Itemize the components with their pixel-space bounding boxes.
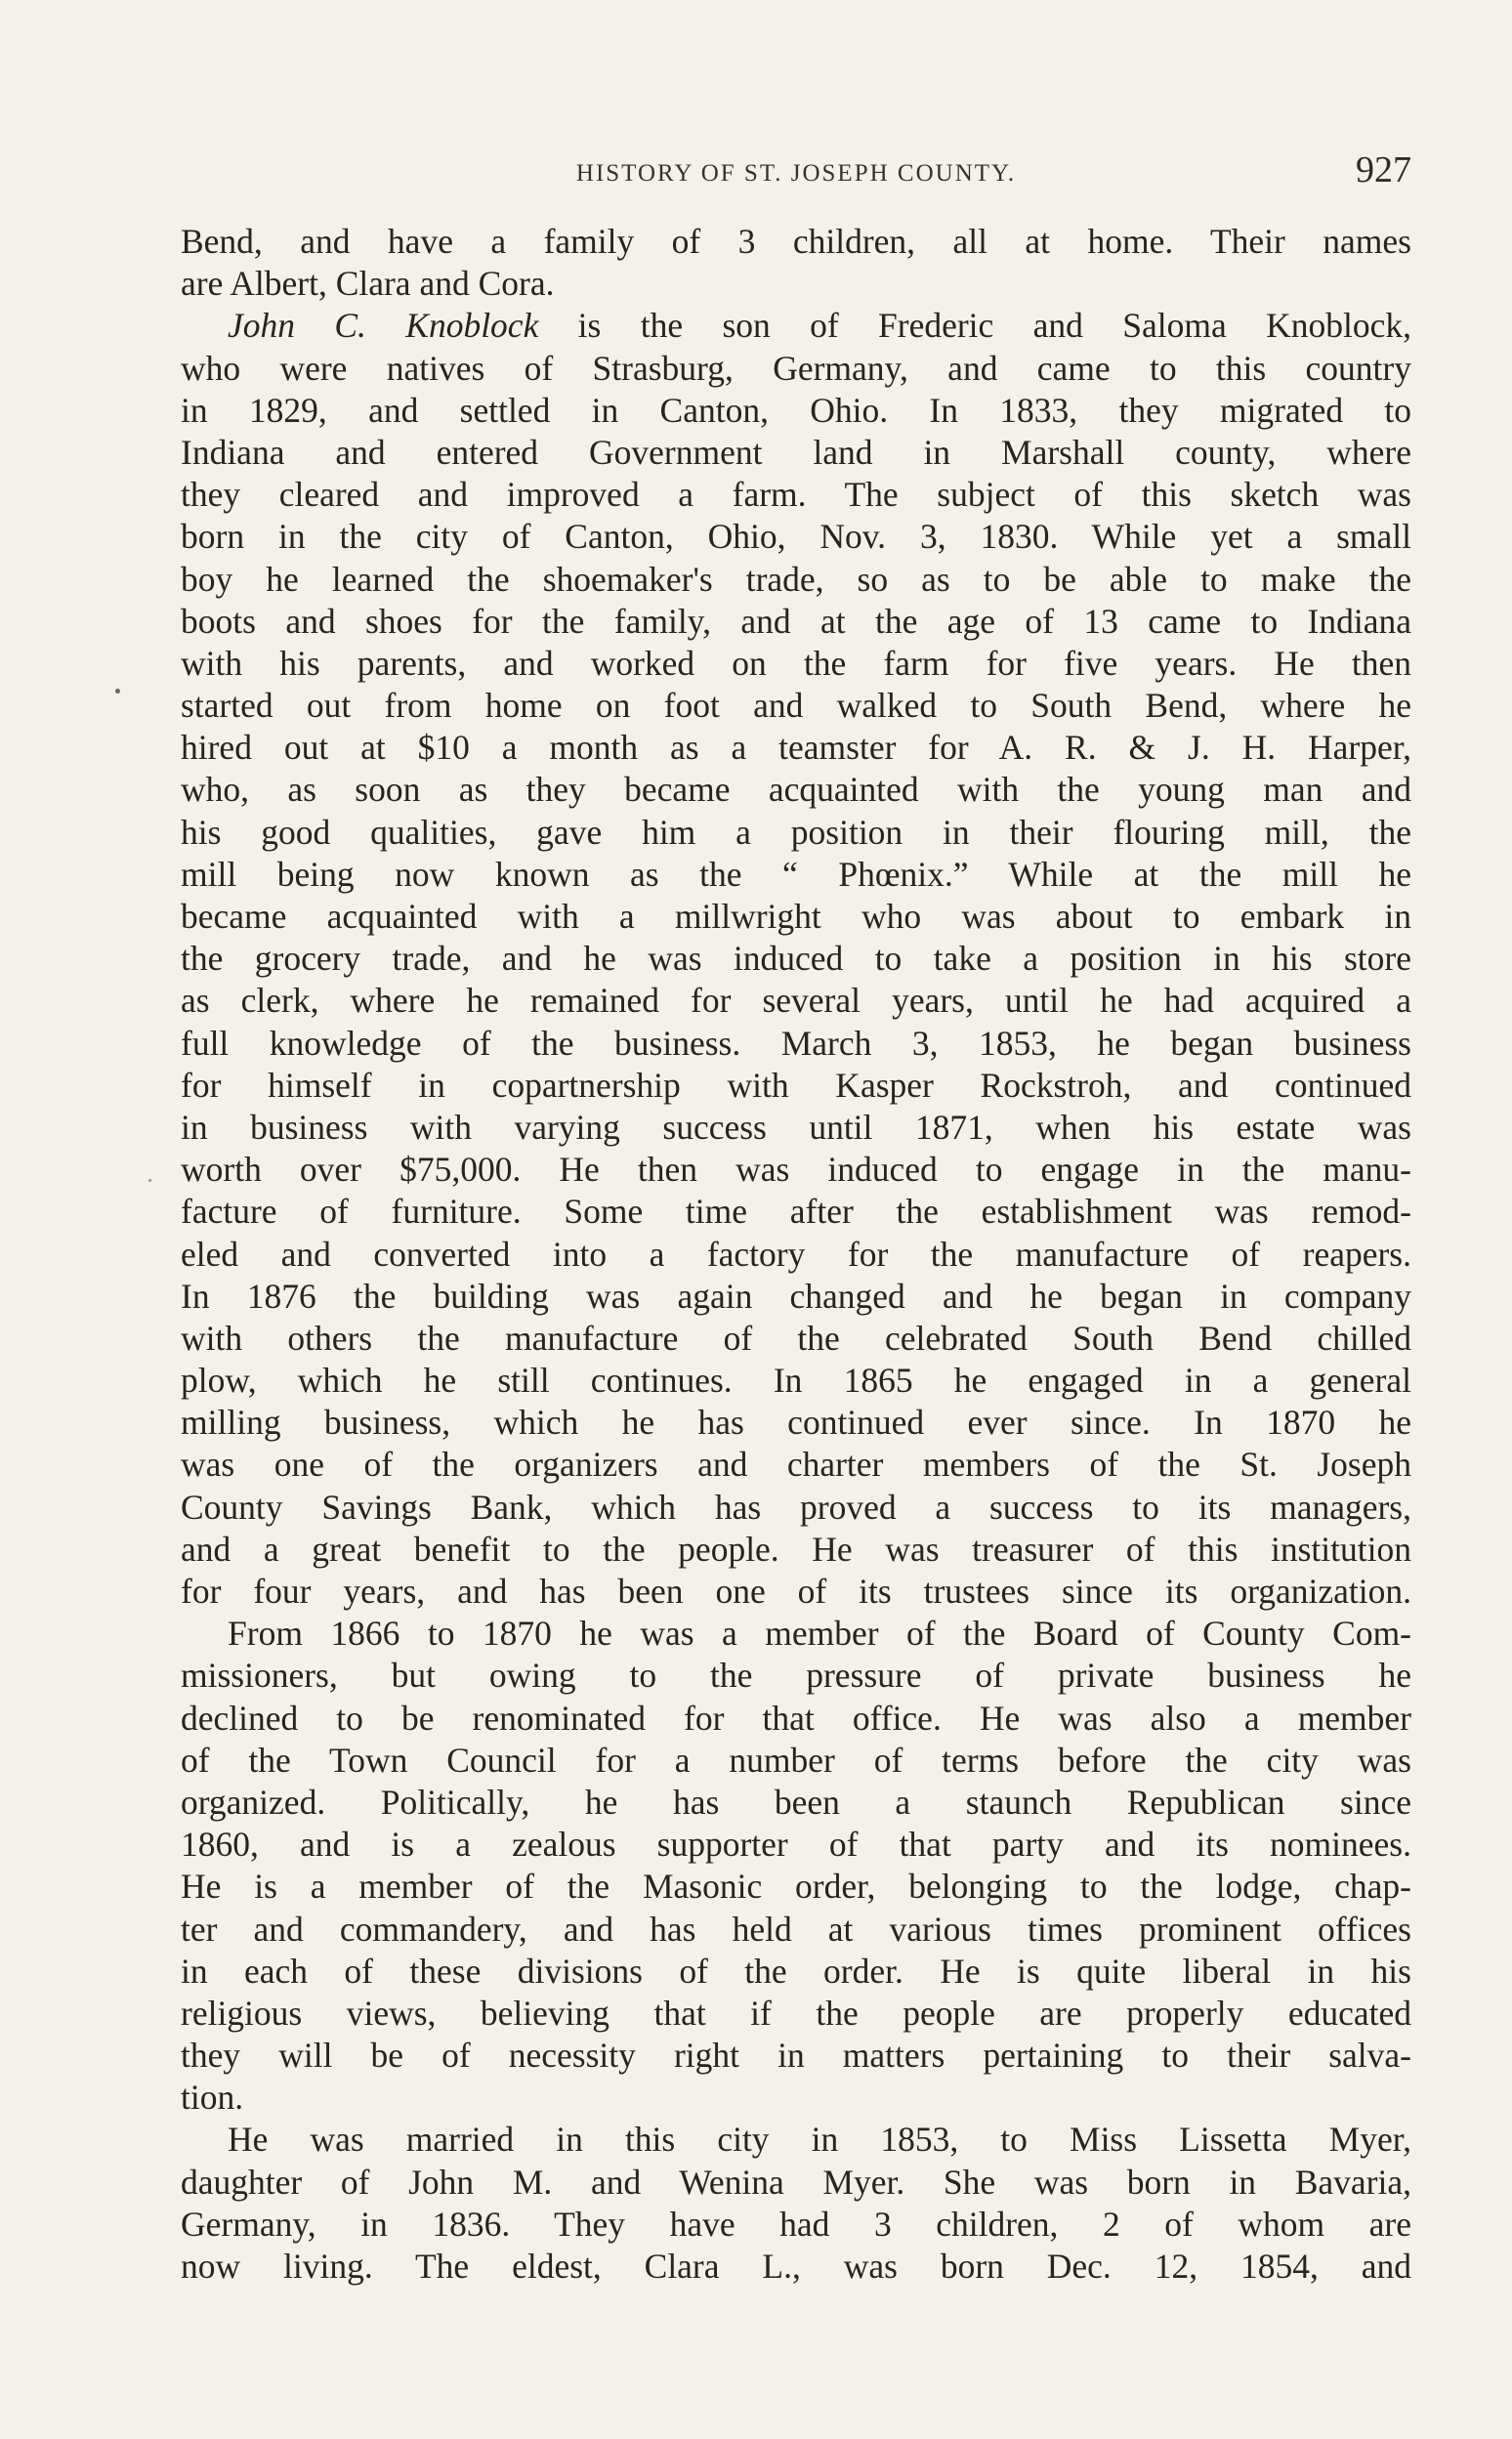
text-line: Germany, in 1836. They have had 3 children, 2 of whom are <box>181 2204 1411 2244</box>
text-line: born in the city of Canton, Ohio, Nov. 3, 1830. While yet a small <box>181 517 1411 557</box>
running-title: HISTORY OF ST. JOSEPH COUNTY. <box>575 160 1017 187</box>
text-line: now living. The eldest, Clara L., was born Dec. 12, 1854, and <box>181 2247 1411 2286</box>
text-line: 1860, and is a zealous supporter of that party and its nominees. <box>181 1825 1411 1865</box>
text-line: County Savings Bank, which has proved a success to its managers, <box>181 1487 1411 1527</box>
text-line: and a great benefit to the people. He was treasurer of this institution <box>181 1529 1411 1569</box>
text-line: religious views, believing that if the people are properly educated <box>181 1993 1411 2033</box>
text-line: He is a member of the Masonic order, belonging to the lodge, chap- <box>181 1867 1411 1907</box>
text-line: they cleared and improved a farm. The subject of this sketch was <box>181 475 1411 515</box>
page-number: 927 <box>1356 149 1411 190</box>
ink-speck <box>115 689 120 694</box>
subject-name: John C. Knoblock <box>228 306 539 346</box>
text-line-rest: is the son of Frederic and Saloma Knoblock, <box>538 306 1411 346</box>
text-line: the grocery trade, and he was induced to take a position in his store <box>181 939 1411 979</box>
text-line: daughter of John M. and Wenina Myer. She was born in Bavaria, <box>181 2162 1411 2202</box>
text-line: missioners, but owing to the pressure of private business he <box>181 1656 1411 1696</box>
text-line: boy he learned the shoemaker's trade, so as to be able to make the <box>181 559 1411 599</box>
text-line: facture of furniture. Some time after the establishment was remod- <box>181 1192 1411 1232</box>
running-head <box>181 148 1411 193</box>
text-line: worth over $75,000. He then was induced to engage in the manu- <box>181 1150 1411 1190</box>
body-text <box>181 221 1411 2288</box>
text-line: his good qualities, gave him a position in their flouring mill, the <box>181 812 1411 852</box>
text-line: ter and commandery, and has held at various times prominent offices <box>181 1909 1411 1949</box>
text-line: eled and converted into a factory for the manufacture of reapers. <box>181 1234 1411 1274</box>
text-line: who, as soon as they became acquainted with the young man and <box>181 770 1411 810</box>
text-line: started out from home on foot and walked to South Bend, where he <box>181 686 1411 726</box>
text-line: as clerk, where he remained for several years, until he had acquired a <box>181 981 1411 1021</box>
text-line: organized. Politically, he has been a staunch Republican since <box>181 1782 1411 1822</box>
text-line: for four years, and has been one of its trustees since its organization. <box>181 1572 1411 1611</box>
text-line: milling business, which he has continued ever since. In 1870 he <box>181 1403 1411 1443</box>
text-line: hired out at $10 a month as a teamster for A. R. & J. H. Harper, <box>181 728 1411 768</box>
ink-speck <box>148 1179 151 1182</box>
text-line: declined to be renominated for that office. He was also a member <box>181 1698 1411 1738</box>
text-line: Bend, and have a family of 3 children, all at home. Their names <box>181 222 1411 261</box>
text-line <box>181 305 1411 347</box>
text-line: for himself in copartnership with Kasper Rockstroh, and continued <box>181 1065 1411 1105</box>
text-line: with others the manufacture of the celebrated South Bend chilled <box>181 1318 1411 1358</box>
text-line: in 1829, and settled in Canton, Ohio. In 1833, they migrated to <box>181 390 1411 430</box>
text-line: with his parents, and worked on the farm for five years. He then <box>181 643 1411 683</box>
text-line: Indiana and entered Government land in Marshall county, where <box>181 432 1411 472</box>
text-line: boots and shoes for the family, and at the age of 13 came to Indiana <box>181 601 1411 641</box>
text-line: in business with varying success until 1871, when his estate was <box>181 1107 1411 1147</box>
text-line: in each of these divisions of the order. He is quite liberal in his <box>181 1951 1411 1991</box>
text-line: mill being now known as the “ Phœnix.” While at the mill he <box>181 854 1411 894</box>
text-line: plow, which he still continues. In 1865 he engaged in a general <box>181 1361 1411 1401</box>
text-line: are Albert, Clara and Cora. <box>181 264 555 304</box>
text-line: He was married in this city in 1853, to Miss Lissetta Myer, <box>228 2120 1411 2160</box>
text-line: From 1866 to 1870 he was a member of the Board of County Com- <box>228 1614 1411 1654</box>
text-line: became acquainted with a millwright who was about to embark in <box>181 897 1411 936</box>
text-line: In 1876 the building was again changed and he began in company <box>181 1276 1411 1316</box>
text-line: they will be of necessity right in matters pertaining to their salva- <box>181 2036 1411 2076</box>
text-line: of the Town Council for a number of terms before the city was <box>181 1740 1411 1780</box>
text-line: was one of the organizers and charter members of the St. Joseph <box>181 1445 1411 1485</box>
text-line: tion. <box>181 2078 244 2118</box>
text-line: who were natives of Strasburg, Germany, and came to this country <box>181 348 1411 388</box>
text-line: full knowledge of the business. March 3, 1853, he began business <box>181 1023 1411 1063</box>
